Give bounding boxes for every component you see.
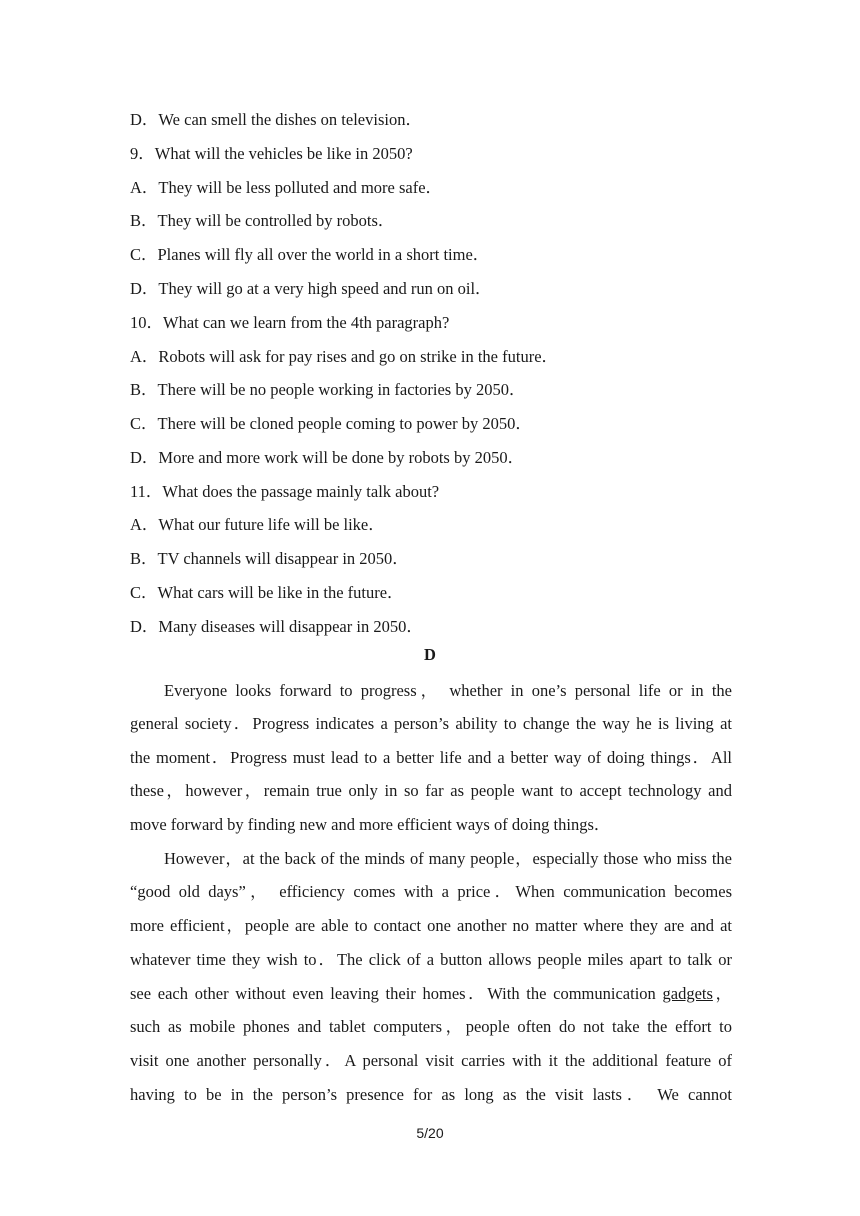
option-line: B．TV channels will disappear in 2050． (130, 549, 409, 568)
option-line: D．They will go at a very high speed and run on oil． (130, 279, 492, 298)
passage-line: having to be in the person’s presence for as long as the visit lasts． We cannot (130, 1085, 732, 1104)
passage-line: the moment．Progress must lead to a better life and a better way of doing things．All (130, 748, 732, 767)
section-heading: D (424, 645, 436, 664)
passage-text: ， (712, 984, 732, 1003)
passage-line (130, 980, 732, 1004)
question-line: 11．What does the passage mainly talk about? (130, 482, 440, 501)
passage-line: these，however，remain true only in so far as people want to accept technology and (130, 781, 732, 800)
option-line: C．What cars will be like in the future． (130, 583, 404, 602)
option-line: A．They will be less polluted and more safe． (130, 178, 443, 197)
passage-line: more efficient，people are able to contact one another no matter where they are and at (130, 916, 732, 935)
option-line: D．Many diseases will disappear in 2050． (130, 617, 423, 636)
passage-line: However，at the back of the minds of many people，especially those who miss the (164, 849, 732, 868)
passage-line: such as mobile phones and tablet computers，people often do not take the effort to (130, 1017, 732, 1036)
passage-line: Everyone looks forward to progress， whether in one’s personal life or in the (164, 681, 732, 700)
passage-line: visit one another personally．A personal visit carries with it the additional feature of (130, 1051, 732, 1070)
passage-line: move forward by finding new and more efficient ways of doing things． (130, 815, 611, 834)
option-line: D．We can smell the dishes on television． (130, 110, 422, 129)
passage-line: whatever time they wish to．The click of a button allows people miles apart to talk or (130, 950, 732, 969)
question-line: 10．What can we learn from the 4th paragraph? (130, 313, 450, 332)
option-line: A．Robots will ask for pay rises and go on strike in the future． (130, 347, 559, 366)
underlined-word: gadgets (662, 984, 713, 1003)
question-line: 9．What will the vehicles be like in 2050? (130, 144, 413, 163)
option-line: C．Planes will fly all over the world in a short time． (130, 245, 490, 264)
passage-line: general society．Progress indicates a person’s ability to change the way he is living at (130, 714, 732, 733)
option-line: A．What our future life will be like． (130, 515, 385, 534)
option-line: B．There will be no people working in factories by 2050． (130, 380, 526, 399)
option-line: C．There will be cloned people coming to power by 2050． (130, 414, 532, 433)
passage-text: see each other without even leaving their homes．With the communication (130, 984, 663, 1003)
option-line: B．They will be controlled by robots． (130, 211, 395, 230)
page-number: 5/20 (416, 1125, 444, 1141)
passage-line: “good old days”， efficiency comes with a price．When communication becomes (130, 882, 732, 901)
option-line: D．More and more work will be done by robots by 2050． (130, 448, 525, 467)
